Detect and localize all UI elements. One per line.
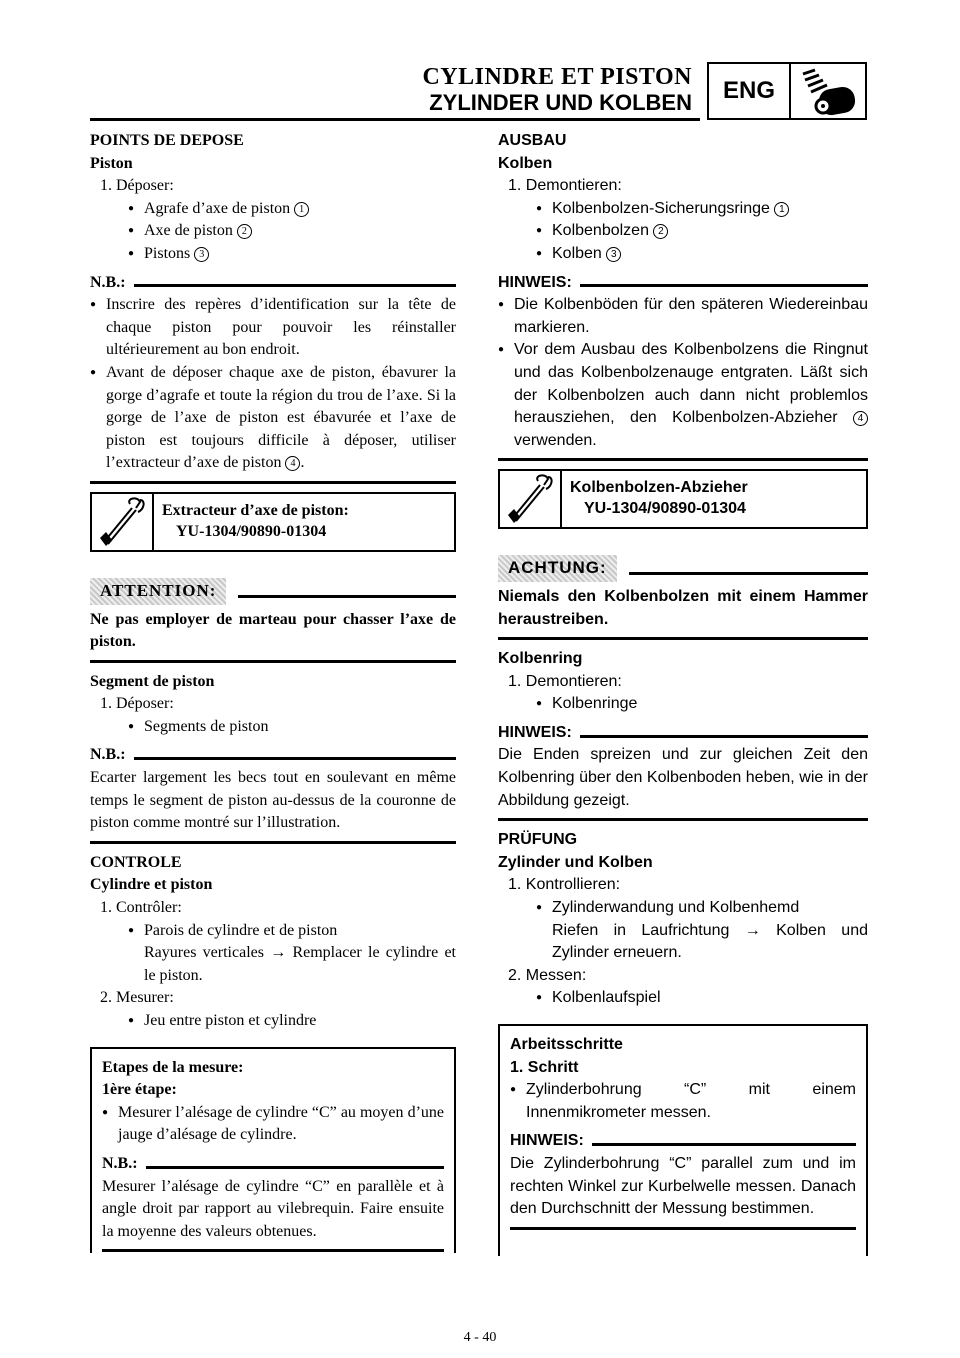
german-column [498, 130, 868, 1256]
note-label: HINWEIS: [498, 273, 572, 291]
check-sub-de: Zylinder und Kolben [498, 853, 653, 871]
box-title-de: Arbeitsschritte [510, 1036, 623, 1053]
ring-note-text-de: Die Enden spreizen und zur gleichen Zeit den Kolbenring über den Kolbenboden heben, wie in der Abbildung gezeigt. [498, 746, 868, 809]
ring-note-fr: N.B.: Ecarter largement les becs tout en soulevant en même temps le segment de piston au-dessus de la couronne de piston comme montré sur l’illustration. [90, 744, 456, 843]
box-step-de: 1. Schritt [510, 1058, 579, 1076]
list-de [498, 198, 868, 266]
note-label: N.B.: [90, 273, 126, 291]
tool-box-de [498, 469, 868, 529]
check-step1-fr: 1. Contrôler: [100, 899, 182, 917]
attention-text-fr: Ne pas employer de marteau pour chasser l’axe de piston. [90, 610, 456, 651]
attention-de [498, 555, 868, 640]
tool-box-fr [90, 492, 456, 552]
box-title-fr: Etapes de la mesure: [102, 1058, 244, 1076]
list-item: ● Kolbenbolzen 2 [536, 220, 868, 243]
note-bullet: ● Inscrire des repères d’identification sur la tête de chaque piston pour pouvoir les réinstaller ultérieurement au bon endroit. [90, 294, 456, 362]
engine-piston-icon [793, 66, 863, 118]
check-title-fr: CONTROLE [90, 853, 182, 871]
check-sub-fr: Cylindre et piston [90, 876, 213, 894]
list-item: ● Segments de piston [128, 716, 456, 739]
tool-name-fr: Extracteur d’axe de piston: [162, 501, 349, 519]
header-title-de: ZYLINDER UND KOLBEN [429, 90, 692, 115]
header-title-fr: CYLINDRE ET PISTON [422, 64, 692, 90]
box-bullet-fr: ● Mesurer l’alésage de cylindre “C” au moyen d’une jauge d’alésage de cylindre. [102, 1102, 444, 1147]
list-fr [90, 198, 456, 266]
note-de [498, 272, 868, 462]
ring-step-fr: 1. Déposer: [100, 695, 174, 713]
piston-title-de: Kolben [498, 154, 553, 172]
check-step1-de: 1. Kontrollieren: [508, 876, 621, 894]
list-item: ● Agrafe d’axe de piston 1 [128, 198, 456, 221]
ring-title-fr: Segment de piston [90, 672, 215, 690]
box-note-text-fr: Mesurer l’alésage de cylindre “C” en parallèle et à angle droit par rapport au vilebrequin. Faire ensuite la moyenne des valeurs obtenues. [102, 1177, 444, 1240]
list-item: ● Kolbenringe [536, 693, 868, 716]
list-item: ● Jeu entre piston et cylindre [128, 1010, 456, 1033]
step-de: 1. Demontieren: [508, 177, 622, 195]
note-bullet: ● Avant de déposer chaque axe de piston, ébavurer la gorge d’agrafe et toute la région du trou de l’axe. Si la gorge de l’axe de piston est ébavurée et l’axe de piston est toujours difficile à déposer, utiliser l’extracteur d’axe de piston 4 . [90, 362, 456, 475]
box-step-fr: 1ère étape: [102, 1081, 177, 1099]
check-step2-de: 2. Messen: [508, 966, 587, 984]
box-note-text-de: Die Zylinderbohrung “C” parallel zum und im rechten Winkel zur Kurbelwelle messen. Danach den Durchschnitt der Messung bestimmen. [510, 1154, 856, 1218]
ring-note-text-fr: Ecarter largement les becs tout en soulevant en même temps le segment de piston au-dessus de la couronne de piston comme montré sur l’illustration. [90, 769, 456, 832]
list-item: ● Kolbenlaufspiel [536, 987, 868, 1010]
list-item: ● Axe de piston 2 [128, 220, 456, 243]
check-detail-fr: Rayures verticales → Remplacer le cylindre et le piston. [144, 944, 456, 984]
list-item: ● Parois de cylindre et de piston [128, 920, 456, 943]
list-item: ● Kolbenbolzen-Sicherungsringe 1 [536, 198, 868, 221]
step-fr: 1. Déposer: [100, 177, 174, 195]
tool-number-de: YU-1304/90890-01304 [584, 500, 746, 518]
measure-box-fr: Etapes de la mesure: 1ère étape: ● Mesurer l’alésage de cylindre “C” au moyen d’une jauge d’alésage de cylindre. N.B.: Mesurer l’alésage de cylindre “C” en parallèle et à angle droit par rapport au vilebrequin. Faire ensuite la moyenne des valeurs obtenues. [90, 1047, 456, 1253]
attention-text-de: Niemals den Kolbenbolzen mit einem Hammer heraustreiben. [498, 587, 868, 628]
attention-fr [90, 578, 456, 663]
attention-label-de: ACHTUNG: [498, 555, 617, 582]
wrench-tool-icon [500, 471, 562, 527]
tool-name-de: Kolbenbolzen-Abzieher [570, 479, 748, 497]
ring-title-de: Kolbenring [498, 650, 583, 668]
note-bullet: ● Vor dem Ausbau des Kolbenbolzens die Ringnut und das Kolbenbolzenauge entgraten. Läßt sich der Kolbenbolzen auch dann nicht problemlos herausziehen, den Kolbenbolzen-Abzieher 4 verwenden. [498, 339, 868, 452]
list-item: ● Pistons 3 [128, 243, 456, 266]
measure-box-de: Arbeitsschritte 1. Schritt ● Zylinderbohrung “C” mit einem Innenmikrometer messen. HINWEIS: Die Zylinderbohrung “C” parallel zum und im rechten Winkel zur Kurbelwelle messen. Danach den Durchschnitt der Messung bestimmen. [498, 1024, 868, 1256]
removal-title-fr: POINTS DE DEPOSE [90, 132, 244, 149]
piston-title-fr: Piston [90, 154, 133, 172]
section-badge-label: ENG [709, 64, 791, 118]
check-title-de: PRÜFUNG [498, 831, 578, 849]
box-bullet-de: ● Zylinderbohrung “C” mit einem Innenmikrometer messen. [510, 1079, 856, 1124]
header-rule [90, 118, 700, 121]
ring-note-de: HINWEIS: Die Enden spreizen und zur gleichen Zeit den Kolbenring über den Kolbenboden heben, wie in der Abbildung gezeigt. [498, 722, 868, 821]
check-step2-fr: 2. Mesurer: [100, 989, 174, 1007]
check-detail-de: Riefen in Laufrichtung → Kolben und Zylinder erneuern. [552, 921, 868, 962]
ring-step-de: 1. Demontieren: [508, 672, 622, 690]
attention-label-fr: ATTENTION: [90, 578, 226, 605]
note-bullet: ● Die Kolbenböden für den späteren Wiedereinbau markieren. [498, 294, 868, 339]
list-item: ● Kolben 3 [536, 243, 868, 266]
tool-number-fr: YU-1304/90890-01304 [176, 522, 327, 540]
page-number: 4 - 40 [463, 1330, 497, 1345]
list-item: ● Zylinderwandung und Kolbenhemd [536, 897, 868, 920]
note-fr [90, 272, 456, 484]
french-column [90, 130, 456, 1253]
removal-title-de: AUSBAU [498, 132, 567, 149]
section-badge [707, 62, 867, 120]
wrench-tool-icon [92, 494, 154, 550]
